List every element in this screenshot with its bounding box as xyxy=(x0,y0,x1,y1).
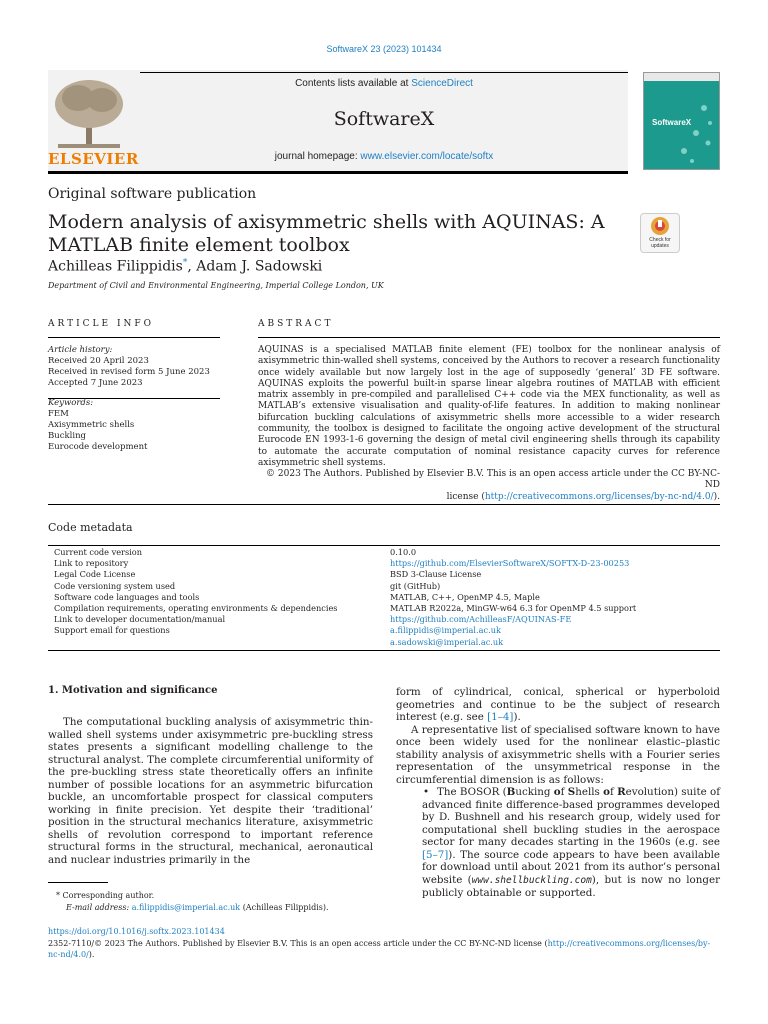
author-2[interactable]: Adam J. Sadowski xyxy=(196,258,323,275)
article-title: Modern analysis of axisymmetric shells with AQUINAS: A MATLAB finite element toolbox xyxy=(48,211,605,256)
metadata-value: git (GitHub) xyxy=(390,580,441,591)
metadata-row xyxy=(48,614,720,625)
history-item: Received 20 April 2023 xyxy=(48,356,149,366)
metadata-label: Compilation requirements, operating environments & dependencies xyxy=(54,603,338,614)
metadata-value: MATLAB, C++, OpenMP 4.5, Maple xyxy=(390,591,540,602)
acronym-letter: B xyxy=(506,786,516,798)
abstract-text: AQUINAS is a specialised MATLAB finite element (FE) toolbox for the nonlinear analysis of axisymmetric thin-walled shell systems, conceived by the Authors to recover a research functionality once widely available but now largely lost in the age of supposedly ‘general’ 3D FE software. AQUINAS exploits the powerful built-in sparse linear algebra routines of MATLAB with efficient matrix assembly in pre-compiled and parallelised C++ code via the MEX functionality, as well as MATLAB’s extensive visualisation and quality-of-life features. In addition to making nonlinear bifurcation buckling calculations of axisymmetric shells more accessible to a wider research community, the toolbox is designed to facilitate the ongoing active development of the structural Eurocode EN 1993-1-6 governing the design of metal civil engineering shells through its capability to automate the accurate computation of nominal resistance capacity curves for reference axisymmetric shell systems. xyxy=(258,345,720,468)
check-for-updates-label: Check for updates xyxy=(649,237,671,249)
author-list xyxy=(48,258,322,275)
code-metadata-top-rule xyxy=(48,545,720,546)
homepage-prefix: journal homepage: xyxy=(274,151,361,162)
email-link[interactable]: a.filippidis@imperial.ac.uk xyxy=(131,903,241,912)
acronym-letter: o xyxy=(603,786,610,798)
issn-line xyxy=(48,938,720,960)
metadata-row xyxy=(48,547,720,558)
abstract-heading: ABSTRACT xyxy=(258,319,720,338)
acronym-letter: S xyxy=(567,786,576,798)
metadata-label: Current code version xyxy=(54,547,142,557)
corresponding-author-mark[interactable]: * xyxy=(182,258,188,268)
text-run: ), but is now no longer publicly obtainable or supported. xyxy=(422,873,720,899)
check-updates-icon xyxy=(641,214,679,238)
footnote-text: Corresponding author. xyxy=(62,891,155,900)
history-item: Received in revised form 5 June 2023 xyxy=(48,367,210,377)
keyword: FEM xyxy=(48,409,69,419)
text-run: ucking xyxy=(515,786,554,798)
text-run: f xyxy=(609,786,618,798)
journal-reference[interactable]: SoftwareX 23 (2023) 101434 xyxy=(326,44,442,54)
code-metadata-bottom-rule xyxy=(48,650,720,651)
metadata-value: MATLAB R2022a, MinGW-w64 6.3 for OpenMP 4.5 support xyxy=(390,603,637,614)
metadata-row xyxy=(48,592,720,603)
article-history xyxy=(48,345,220,389)
contents-line xyxy=(140,78,628,89)
metadata-link[interactable]: https://github.com/AchilleasF/AQUINAS-FE xyxy=(390,614,572,625)
metadata-label: Software code languages and tools xyxy=(54,591,200,602)
text-run: ). xyxy=(513,711,521,723)
metadata-value: 0.10.0 xyxy=(390,547,417,557)
footnote-mark: * xyxy=(56,891,60,900)
metadata-row xyxy=(48,637,720,648)
paragraph: A representative list of specialised software known to have once been widely used for the nonlinear elastic–plastic stability analysis of axisymmetric shells with a Fourier series representation of the unsymmetrical response in the circumferential dimension is as follows: xyxy=(396,723,720,786)
homepage-line xyxy=(140,151,628,162)
doi-link[interactable]: https://doi.org/10.1016/j.softx.2023.101434 xyxy=(48,927,225,936)
website-text: www.shellbuckling.com xyxy=(471,874,592,886)
section-heading: 1. Motivation and significance xyxy=(48,685,218,696)
masthead-bottom-rule xyxy=(48,171,628,174)
text-run: ). The source code appears to have been available for download until about 2021 from its author’s personal website ( xyxy=(422,848,720,886)
affiliation: Department of Civil and Environmental Engineering, Imperial College London, UK xyxy=(48,281,384,290)
footnote-email xyxy=(48,902,373,914)
issn-text: 2352-7110/© 2023 The Authors. Published by Elsevier B.V. This is an open access article under the CC BY-NC-ND license ( xyxy=(48,939,548,948)
journal-title: SoftwareX xyxy=(333,108,435,130)
publication-type: Original software publication xyxy=(48,186,257,202)
email-label: E-mail address: xyxy=(66,903,130,912)
author-separator: , xyxy=(187,258,197,275)
citation-link[interactable]: [5–7] xyxy=(422,848,449,861)
footnote-rule xyxy=(48,882,108,883)
metadata-label: Code versioning system used xyxy=(54,580,176,591)
acronym-letter: R xyxy=(617,786,626,798)
keyword: Buckling xyxy=(48,431,86,441)
paragraph: The computational buckling analysis of axisymmetric thin-walled shell systems under axisymmetric pre-buckling stress states presents a significant modelling challenge to the structural analyst. The complete circumferential uniformity of the pre-buckling stress state theoretically offers an infinite number of possible locations for an asymmetric bifurcation buckle, an uncomfortable prospect for classical computers working in finite precision. Yet despite their ‘traditional’ position in the structural mechanics literature, axisymmetric shells of revolution correspond to important reference structural forms in the structural, mechanical, aeronautical and nuclear industries primarily in the xyxy=(48,716,373,866)
keywords-label: Keywords: xyxy=(48,398,94,408)
metadata-row xyxy=(48,558,720,569)
license-link[interactable]: http://creativecommons.org/licenses/by-nc-nd/4.0/ xyxy=(484,491,714,502)
metadata-row xyxy=(48,581,720,592)
license-suffix: ). xyxy=(713,491,720,502)
text-run: The BOSOR ( xyxy=(437,786,507,798)
sciencedirect-link[interactable]: ScienceDirect xyxy=(411,78,473,89)
keywords-block xyxy=(48,398,220,453)
masthead-top-rule xyxy=(140,72,628,73)
copyright-line: © 2023 The Authors. Published by Elsevier B.V. This is an open access article under the CC BY-NC-ND xyxy=(266,469,720,491)
contents-prefix: Contents lists available at xyxy=(295,78,412,89)
code-metadata-title: Code metadata xyxy=(48,521,133,534)
metadata-row xyxy=(48,569,720,580)
text-run: form of cylindrical, conical, spherical or hyperboloid geometries and continue to be the subject of research interest (e.g. see xyxy=(396,686,720,723)
abstract-bottom-rule xyxy=(48,504,720,505)
metadata-row xyxy=(48,625,720,636)
metadata-link[interactable]: a.filippidis@imperial.ac.uk xyxy=(390,625,501,636)
keyword: Eurocode development xyxy=(48,442,148,452)
homepage-link[interactable]: www.elsevier.com/locate/softx xyxy=(360,151,494,162)
list-item xyxy=(396,786,720,900)
text-run: evolution) suite of advanced finite difference-based programmes developed by D. Bushnell and his research group, widely used for computational shell buckling studies in the aerospace sector for many decades starting in the 1960s (e.g. see xyxy=(422,786,720,848)
metadata-value: BSD 3-Clause License xyxy=(390,569,482,580)
paragraph-continuation xyxy=(396,686,720,724)
article-info-heading: ARTICLE INFO xyxy=(48,319,220,338)
keyword: Axisymmetric shells xyxy=(48,420,135,430)
footnote xyxy=(48,890,373,914)
history-item: Accepted 7 June 2023 xyxy=(48,378,143,388)
acronym-letter: o xyxy=(553,786,561,798)
history-label: Article history: xyxy=(48,345,113,355)
left-column xyxy=(48,716,373,866)
footnote-corresponding xyxy=(48,890,373,902)
footer-license-link[interactable]: http://creativecommons.org/licenses/by-nc-nd/4.0/ xyxy=(48,939,711,959)
cover-title: SoftwareX xyxy=(652,118,692,127)
text-run: hells xyxy=(575,786,604,798)
license-prefix: license ( xyxy=(446,491,485,502)
text-run: f xyxy=(560,786,568,798)
metadata-label: Link to developer documentation/manual xyxy=(54,614,226,625)
metadata-label: Legal Code License xyxy=(54,569,136,580)
citation-link[interactable]: [1–4] xyxy=(487,711,514,723)
issn-end: ). xyxy=(88,950,95,959)
metadata-label: Support email for questions xyxy=(54,625,170,636)
metadata-row xyxy=(48,603,720,614)
code-metadata-table xyxy=(48,547,720,648)
abstract-copyright xyxy=(258,469,720,503)
elsevier-wordmark: ELSEVIER xyxy=(48,150,139,168)
metadata-link[interactable]: a.sadowski@imperial.ac.uk xyxy=(390,636,504,647)
email-owner: (Achilleas Filippidis). xyxy=(242,903,329,912)
right-column xyxy=(396,686,720,900)
journal-cover-thumbnail[interactable] xyxy=(643,72,720,170)
author-1[interactable]: Achilleas Filippidis xyxy=(48,258,183,275)
metadata-label: Link to repository xyxy=(54,558,129,569)
metadata-label xyxy=(48,637,390,648)
metadata-link[interactable]: https://github.com/ElsevierSoftwareX/SOFTX-D-23-00253 xyxy=(390,558,630,569)
